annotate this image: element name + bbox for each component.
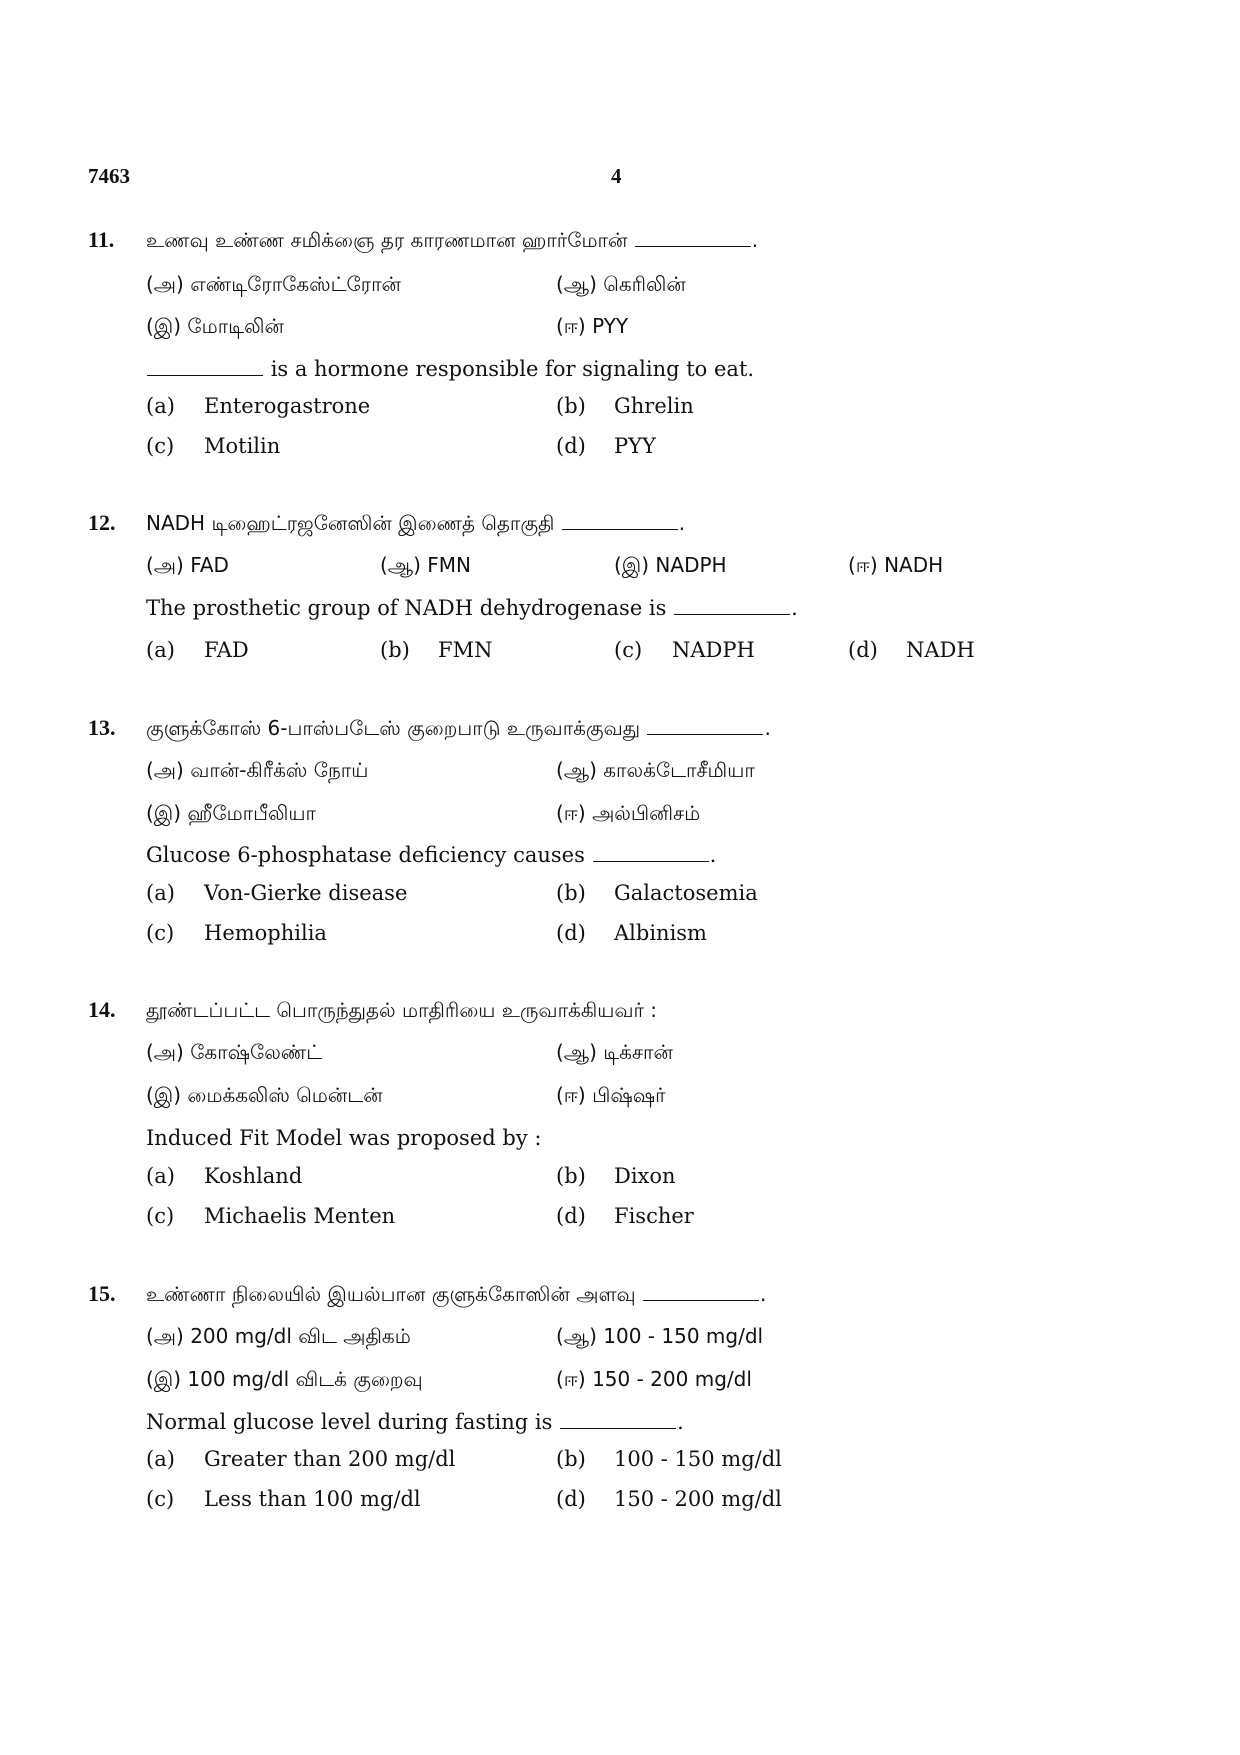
option-text: Koshland [204,1164,303,1188]
option-text: Fischer [614,1204,694,1228]
option-text: Greater than 200 mg/dl [204,1447,456,1471]
tamil-option: (ஆ) FMN [380,553,471,577]
option-label: (b) [556,1447,586,1471]
option-label: (d) [556,1204,586,1228]
option-label: (a) [146,1447,175,1471]
tamil-option: (ஈ) 150 - 200 mg/dl [556,1367,752,1391]
option-label: (b) [556,394,586,418]
option-label: (b) [380,638,410,662]
option-text: Ghrelin [614,394,694,418]
question-number: 15. [88,1281,116,1306]
answer-blank [560,1408,676,1429]
answer-blank [147,355,263,376]
english-stem: The prosthetic group of NADH dehydrogenase is . [146,596,798,620]
option-label: (a) [146,881,175,905]
answer-blank [647,714,763,735]
option-label: (a) [146,1164,175,1188]
tamil-option: (ஈ) அல்பினிசம் [556,801,701,825]
tamil-option: (ஆ) காலக்டோசீமியா [556,758,755,782]
english-stem: Glucose 6-phosphatase deficiency causes . [146,843,717,867]
tamil-stem: தூண்டப்பட்ட பொருந்துதல் மாதிரியை உருவாக்கியவர் : [146,998,658,1022]
option-text: Motilin [204,434,281,458]
option-text: Michaelis Menten [204,1204,396,1228]
tamil-option: (ஈ) NADH [848,553,944,577]
option-text: FMN [438,638,493,662]
option-text: FAD [204,638,249,662]
tamil-option: (ஆ) 100 - 150 mg/dl [556,1324,764,1348]
option-text: 150 - 200 mg/dl [614,1487,782,1511]
option-label: (d) [848,638,878,662]
option-label: (b) [556,1164,586,1188]
question-number: 11. [88,227,115,252]
option-label: (b) [556,881,586,905]
option-label: (d) [556,921,586,945]
tamil-option: (ஆ) கெரிலின் [556,272,686,296]
option-label: (c) [146,434,175,458]
question-number: 13. [88,715,116,740]
tamil-stem: உண்ணா நிலையில் இயல்பான குளுக்கோஸின் அளவு . [146,1282,767,1306]
option-label: (d) [556,434,586,458]
question-number: 12. [88,510,116,535]
option-text: NADPH [672,638,755,662]
option-text: Hemophilia [204,921,327,945]
option-label: (a) [146,394,175,418]
tamil-option: (ஈ) PYY [556,314,629,338]
option-text: PYY [614,434,656,458]
option-text: 100 - 150 mg/dl [614,1447,782,1471]
english-stem: Normal glucose level during fasting is . [146,1410,684,1434]
option-label: (c) [146,1487,175,1511]
tamil-stem: குளுக்கோஸ் 6-பாஸ்படேஸ் குறைபாடு உருவாக்குவது . [146,716,771,740]
tamil-option: (இ) மோடிலின் [146,314,284,338]
option-text: Albinism [614,921,707,945]
option-label: (a) [146,638,175,662]
option-label: (c) [146,921,175,945]
option-text: Galactosemia [614,881,758,905]
tamil-option: (அ) எண்டிரோகேஸ்ட்ரோன் [146,272,401,296]
paper-code: 7463 [88,164,130,188]
tamil-option: (ஆ) டிக்சான் [556,1040,673,1064]
tamil-option: (அ) வான்-கிரீக்ஸ் நோய் [146,758,369,782]
option-text: Less than 100 mg/dl [204,1487,421,1511]
tamil-option: (இ) NADPH [614,553,727,577]
answer-blank [593,841,709,862]
english-stem: is a hormone responsible for signaling to eat. [146,355,754,383]
tamil-option: (ஈ) பிஷ்ஷர் [556,1083,666,1107]
tamil-option: (இ) ஹீமோபீலியா [146,801,316,825]
tamil-option: (அ) 200 mg/dl விட அதிகம் [146,1324,411,1348]
answer-blank [643,1280,759,1301]
answer-blank [562,509,678,530]
answer-blank [674,594,790,615]
page-number: 4 [611,164,622,188]
option-label: (c) [146,1204,175,1228]
tamil-option: (அ) FAD [146,553,229,577]
tamil-option: (இ) 100 mg/dl விடக் குறைவு [146,1367,423,1391]
tamil-stem: NADH டிஹைட்ரஜனேஸின் இணைத் தொகுதி . [146,511,686,535]
tamil-option: (அ) கோஷ்லேண்ட் [146,1040,323,1064]
tamil-option: (இ) மைக்கலிஸ் மென்டன் [146,1083,383,1107]
option-label: (d) [556,1487,586,1511]
option-text: Dixon [614,1164,676,1188]
question-number: 14. [88,997,116,1022]
option-text: NADH [906,638,975,662]
answer-blank [635,226,751,247]
option-text: Enterogastrone [204,394,371,418]
tamil-stem: உணவு உண்ண சமிக்ஞை தர காரணமான ஹார்மோன் . [146,228,759,252]
option-text: Von-Gierke disease [204,881,408,905]
option-label: (c) [614,638,643,662]
english-stem: Induced Fit Model was proposed by : [146,1126,542,1150]
